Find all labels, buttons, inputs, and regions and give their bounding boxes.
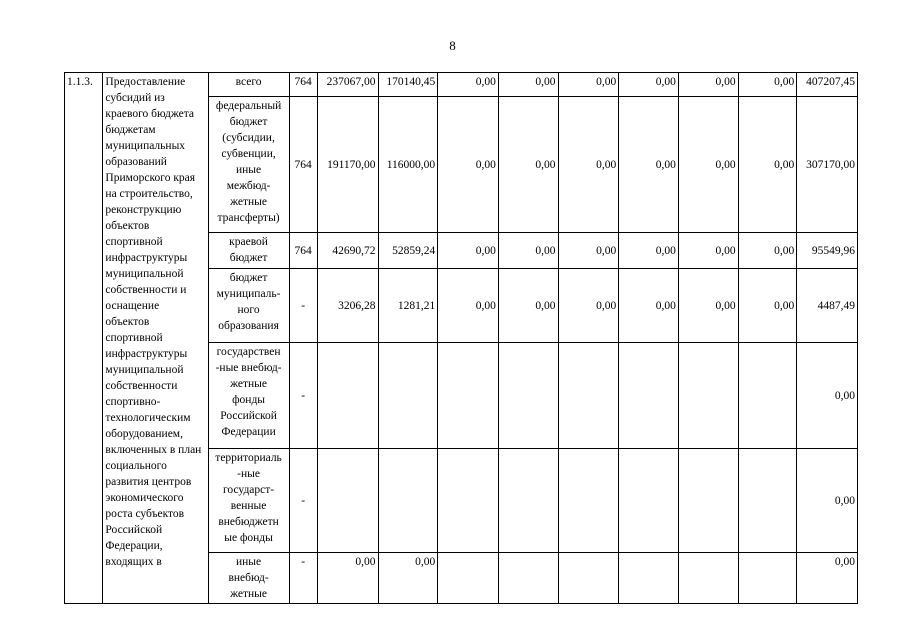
- value-cell: 0,00: [738, 73, 797, 97]
- page-number: 8: [449, 38, 456, 53]
- value-cell: 0,00: [678, 233, 738, 269]
- value-cell: [438, 553, 499, 604]
- total-cell: 407207,45: [797, 73, 858, 97]
- value-cell: [317, 343, 378, 449]
- value-cell: [498, 553, 558, 604]
- value-cell: [317, 449, 378, 553]
- value-cell: [678, 449, 738, 553]
- value-cell: 0,00: [438, 269, 499, 343]
- value-cell: 0,00: [678, 73, 738, 97]
- value-cell: [558, 343, 619, 449]
- value-cell: 1281,21: [378, 269, 438, 343]
- funding-source: федеральный бюджет (субсидии, субвенции, иные межбюд- жетные трансферты): [208, 97, 289, 233]
- value-cell: [378, 343, 438, 449]
- value-cell: 42690,72: [317, 233, 378, 269]
- value-cell: [438, 449, 499, 553]
- value-cell: [378, 449, 438, 553]
- value-cell: 0,00: [498, 233, 558, 269]
- table-row: [65, 73, 858, 97]
- value-cell: [498, 449, 558, 553]
- total-cell: 307170,00: [797, 97, 858, 233]
- value-cell: 0,00: [619, 233, 679, 269]
- funding-source: территориаль -ные государст- венные внебюджетн ые фонды: [208, 449, 289, 553]
- value-cell: 116000,00: [378, 97, 438, 233]
- value-cell: [619, 343, 679, 449]
- value-cell: [738, 553, 797, 604]
- total-cell: 0,00: [797, 553, 858, 604]
- value-cell: 0,00: [678, 269, 738, 343]
- value-cell: 0,00: [438, 233, 499, 269]
- funding-source: всего: [208, 73, 289, 97]
- grbs-code: 764: [289, 233, 317, 269]
- total-cell: 0,00: [797, 343, 858, 449]
- value-cell: [678, 343, 738, 449]
- value-cell: 0,00: [738, 269, 797, 343]
- value-cell: 0,00: [317, 553, 378, 604]
- value-cell: [438, 343, 499, 449]
- grbs-code: -: [289, 269, 317, 343]
- value-cell: 0,00: [738, 233, 797, 269]
- value-cell: 0,00: [619, 97, 679, 233]
- value-cell: [619, 553, 679, 604]
- grbs-code: -: [289, 343, 317, 449]
- grbs-code: -: [289, 553, 317, 604]
- funding-source: краевой бюджет: [208, 233, 289, 269]
- value-cell: 170140,45: [378, 73, 438, 97]
- value-cell: 0,00: [678, 97, 738, 233]
- value-cell: [619, 449, 679, 553]
- grbs-code: 764: [289, 97, 317, 233]
- value-cell: 0,00: [558, 97, 619, 233]
- value-cell: [558, 553, 619, 604]
- value-cell: 0,00: [378, 553, 438, 604]
- grbs-code: -: [289, 449, 317, 553]
- value-cell: 0,00: [558, 73, 619, 97]
- total-cell: 0,00: [797, 449, 858, 553]
- value-cell: [498, 343, 558, 449]
- value-cell: 0,00: [498, 269, 558, 343]
- total-cell: 95549,96: [797, 233, 858, 269]
- value-cell: 0,00: [738, 97, 797, 233]
- value-cell: [558, 449, 619, 553]
- value-cell: 0,00: [619, 269, 679, 343]
- grbs-code: 764: [289, 73, 317, 97]
- funding-source: бюджет муниципаль- ного образования: [208, 269, 289, 343]
- item-code: 1.1.3.: [65, 73, 103, 604]
- value-cell: 0,00: [438, 97, 499, 233]
- value-cell: 0,00: [619, 73, 679, 97]
- funding-source: государствен -ные внебюд- жетные фонды Российской Федерации: [208, 343, 289, 449]
- value-cell: 0,00: [438, 73, 499, 97]
- value-cell: [738, 343, 797, 449]
- value-cell: 0,00: [558, 269, 619, 343]
- value-cell: 0,00: [498, 97, 558, 233]
- value-cell: [738, 449, 797, 553]
- total-cell: 4487,49: [797, 269, 858, 343]
- funding-source: иные внебюд- жетные: [208, 553, 289, 604]
- value-cell: 237067,00: [317, 73, 378, 97]
- value-cell: 3206,28: [317, 269, 378, 343]
- value-cell: 0,00: [498, 73, 558, 97]
- item-name: Предоставление субсидий из краевого бюджета бюджетам муниципальных образований Приморского края на строительство, реконструкцию объектов спортивной инфраструктуры муниципальной собственности и оснащение объектов спортивной инфраструктуры муниципальной собственности спортивно-технологическим оборудованием, включенных в план социального развития центров экономического роста субъектов Российской Федерации, входящих в: [103, 73, 208, 604]
- value-cell: [678, 553, 738, 604]
- budget-table: [64, 72, 858, 604]
- value-cell: 52859,24: [378, 233, 438, 269]
- value-cell: 0,00: [558, 233, 619, 269]
- value-cell: 191170,00: [317, 97, 378, 233]
